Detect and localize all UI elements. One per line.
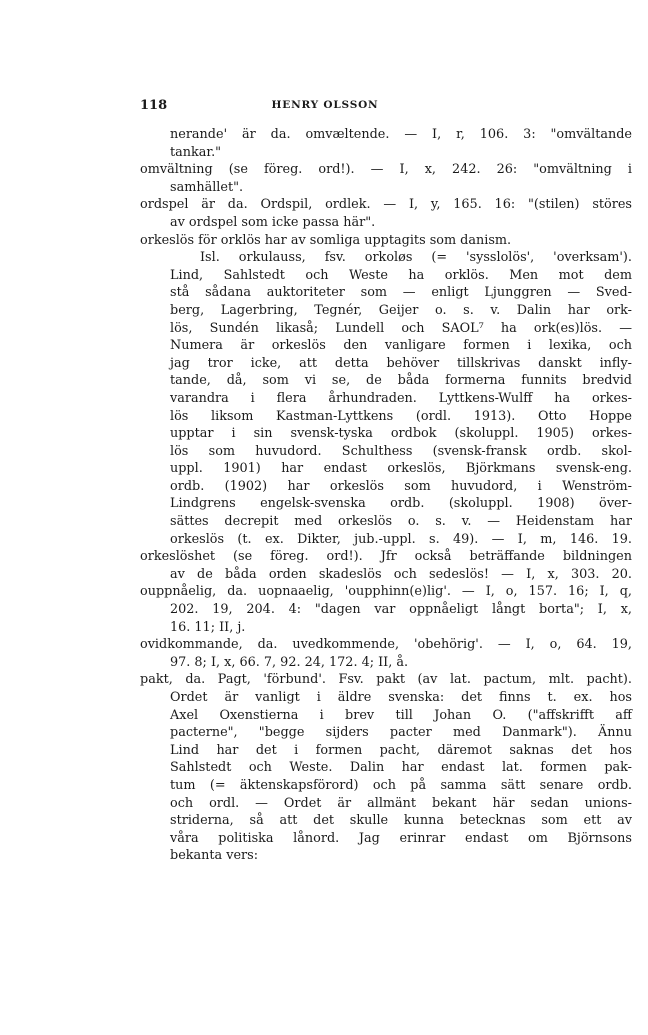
text-line: stå sådana auktoriteter som — enligt Ljunggren — Sved- — [170, 285, 632, 301]
text-line: ouppnåelig, da. uopnaaelig, 'oupphinn(e)lig'. — I, o, 157. 16; I, q, — [140, 584, 632, 600]
text-line: tankar." — [170, 144, 222, 160]
text-line: orkeslös (t. ex. Dikter, jub.-uppl. s. 49). — I, m, 146. 19. — [170, 531, 632, 547]
page-header — [140, 98, 510, 116]
text-line: sättes decrepit med orkeslös o. s. v. — Heidenstam har — [170, 514, 632, 530]
text-line: pacterne", "begge sijders pacter med Danmark"). Ännu — [170, 725, 632, 741]
text-line: Lind, Sahlstedt och Weste ha orklös. Men mot dem — [170, 267, 632, 283]
text-line: omvältning (se föreg. ord!). — I, x, 242. 26: "omvältning i — [140, 162, 632, 178]
text-line: orkeslöshet (se föreg. ord!). Jfr också beträffande bildningen — [140, 549, 632, 565]
text-line: varandra i flera århundraden. Lyttkens-Wulff ha orkes- — [170, 390, 632, 406]
text-line: våra politiska lånord. Jag erinrar endast om Björnsons — [170, 830, 632, 846]
text-line: Sahlstedt och Weste. Dalin har endast lat. formen pak- — [170, 760, 632, 776]
text-line: samhället". — [170, 179, 244, 195]
text-line: Lind har det i formen pacht, däremot saknas det hos — [170, 742, 632, 758]
text-line: lös som huvudord. Schulthess (svensk-fransk ordb. skol- — [170, 443, 632, 459]
text-line: Axel Oxenstierna i brev till Johan O. ("affskrifft aff — [170, 707, 632, 723]
text-line: Ordet är vanligt i äldre svenska: det finns t. ex. hos — [170, 690, 632, 705]
running-head: HENRY OLSSON — [271, 99, 379, 111]
text-line: tande, då, som vi se, de båda formerna funnits bredvid — [170, 373, 632, 389]
text-line: ordb. (1902) har orkeslös som huvudord, i Wenström- — [170, 478, 632, 494]
text-line: ovidkommande, da. uvedkommende, 'obehörig'. — I, o, 64. 19, — [140, 637, 632, 653]
text-line: striderna, så att det skulle kunna betecknas som ett av — [170, 813, 632, 829]
text-line: lös liksom Kastman-Lyttkens (ordl. 1913). Otto Hoppe — [170, 408, 632, 424]
text-line: upptar i sin svensk-tyska ordbok (skoluppl. 1905) orkes- — [170, 426, 632, 442]
text-line: nerande' är da. omvæltende. — I, r, 106. 3: "omvältande — [170, 127, 632, 142]
page-number: 118 — [140, 98, 168, 113]
text-line: 16. 11; II, j. — [170, 619, 246, 635]
text-line: av de båda orden skadeslös och sedeslös! — I, x, 303. 20. — [170, 566, 632, 582]
text-line: bekanta vers: — [170, 848, 259, 864]
text-line: ordspel är da. Ordspil, ordlek. — I, y, 165. 16: "(stilen) störes — [140, 197, 632, 213]
text-line: och ordl. — Ordet är allmänt bekant här sedan unions- — [170, 795, 632, 811]
text-line: Lindgrens engelsk-svenska ordb. (skoluppl. 1908) över- — [170, 496, 632, 512]
text-line: berg, Lagerbring, Tegnér, Geijer o. s. v. Dalin har ork- — [170, 302, 632, 318]
text-line: pakt, da. Pagt, 'förbund'. Fsv. pakt (av lat. pactum, mlt. pacht). — [140, 672, 632, 688]
text-line: uppl. 1901) har endast orkeslös, Björkmans svensk-eng. — [170, 461, 632, 477]
text-line: lös, Sundén likaså; Lundell och SAOL⁷ ha ork(es)lös. — — [170, 320, 632, 336]
text-line: tum (= äktenskapsförord) och på samma sätt senare ordb. — [170, 777, 632, 793]
text-line: av ordspel som icke passa här". — [170, 214, 376, 230]
text-line: jag tror icke, att detta behöver tillskrivas danskt infly- — [170, 355, 632, 371]
text-line: Numera är orkeslös den vanligare formen i lexika, och — [170, 338, 632, 354]
text-line: orkeslös för orklös har av somliga upptagits som danism. — [140, 232, 512, 248]
body-text — [140, 126, 632, 865]
text-line: 97. 8; I, x, 66. 7, 92. 24, 172. 4; II, å. — [170, 654, 409, 670]
text-line: Isl. orkulauss, fsv. orkoløs (= 'sysslolös', 'overksam'). — [200, 250, 632, 266]
text-line: 202. 19, 204. 4: "dagen var oppnåeligt långt borta"; I, x, — [170, 602, 632, 618]
